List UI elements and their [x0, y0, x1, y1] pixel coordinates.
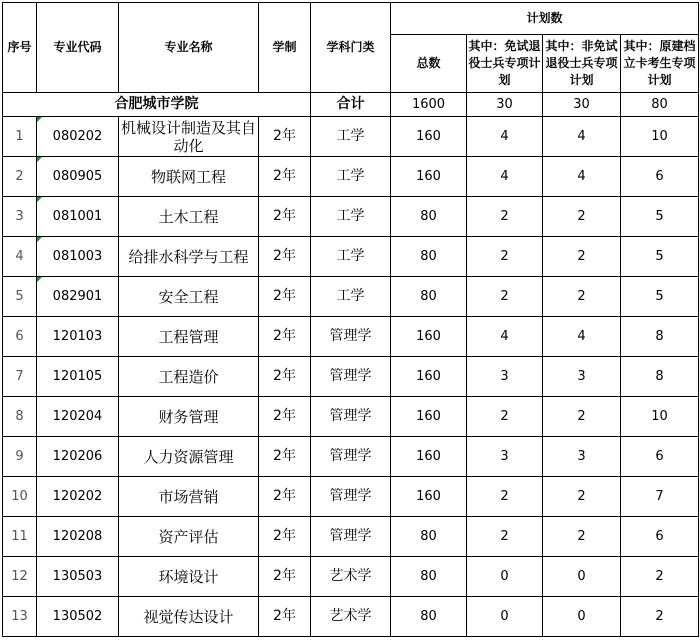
cell-code: 082901: [37, 277, 119, 317]
cell-total: 160: [391, 357, 467, 397]
cell-category: 管理学: [311, 477, 391, 517]
header-plan: 计划数: [391, 3, 699, 35]
cell-veteran-nonexempt: 0: [543, 597, 621, 637]
cell-seq: 5: [3, 277, 37, 317]
cell-total: 160: [391, 117, 467, 157]
cell-name: 环境设计: [119, 557, 259, 597]
cell-veteran-exempt: 2: [467, 397, 543, 437]
cell-category: 管理学: [311, 357, 391, 397]
cell-duration: 2年: [259, 277, 311, 317]
cell-veteran-nonexempt: 4: [543, 317, 621, 357]
cell-veteran-exempt: 4: [467, 117, 543, 157]
cell-category: 工学: [311, 237, 391, 277]
table-row: [3, 197, 699, 237]
cell-code: 080202: [37, 117, 119, 157]
cell-code: 120208: [37, 517, 119, 557]
cell-code: 120105: [37, 357, 119, 397]
cell-seq: 3: [3, 197, 37, 237]
cell-seq: 2: [3, 157, 37, 197]
table-row: [3, 517, 699, 557]
cell-veteran-nonexempt: 4: [543, 157, 621, 197]
cell-veteran-nonexempt: 3: [543, 437, 621, 477]
header-row-top: [3, 3, 699, 35]
cell-seq: 11: [3, 517, 37, 557]
cell-poverty: 5: [621, 197, 699, 237]
cell-duration: 2年: [259, 597, 311, 637]
table-row: [3, 237, 699, 277]
cell-veteran-exempt: 0: [467, 557, 543, 597]
cell-veteran-exempt: 2: [467, 237, 543, 277]
cell-veteran-nonexempt: 2: [543, 477, 621, 517]
cell-veteran-exempt: 4: [467, 157, 543, 197]
cell-poverty: 5: [621, 237, 699, 277]
cell-poverty: 6: [621, 517, 699, 557]
cell-category: 工学: [311, 277, 391, 317]
cell-poverty: 8: [621, 317, 699, 357]
cell-duration: 2年: [259, 197, 311, 237]
cell-veteran-nonexempt: 2: [543, 277, 621, 317]
table-row: [3, 317, 699, 357]
cell-duration: 2年: [259, 397, 311, 437]
summary-poverty: 80: [621, 93, 699, 117]
cell-name: 给排水科学与工程: [119, 237, 259, 277]
cell-name: 资产评估: [119, 517, 259, 557]
cell-name: 人力资源管理: [119, 437, 259, 477]
cell-poverty: 5: [621, 277, 699, 317]
cell-seq: 10: [3, 477, 37, 517]
enrollment-plan-table: [2, 2, 699, 637]
cell-duration: 2年: [259, 357, 311, 397]
cell-code: 130503: [37, 557, 119, 597]
cell-poverty: 6: [621, 157, 699, 197]
cell-name: 工程造价: [119, 357, 259, 397]
cell-seq: 12: [3, 557, 37, 597]
table-row: [3, 437, 699, 477]
table-row: [3, 277, 699, 317]
cell-duration: 2年: [259, 157, 311, 197]
cell-veteran-nonexempt: 4: [543, 117, 621, 157]
cell-veteran-exempt: 2: [467, 277, 543, 317]
cell-duration: 2年: [259, 437, 311, 477]
cell-code: 120202: [37, 477, 119, 517]
cell-duration: 2年: [259, 557, 311, 597]
cell-duration: 2年: [259, 117, 311, 157]
cell-total: 80: [391, 277, 467, 317]
cell-duration: 2年: [259, 517, 311, 557]
cell-seq: 9: [3, 437, 37, 477]
header-name: 专业名称: [119, 3, 259, 93]
cell-category: 艺术学: [311, 557, 391, 597]
cell-code: 120206: [37, 437, 119, 477]
cell-total: 80: [391, 517, 467, 557]
cell-duration: 2年: [259, 317, 311, 357]
cell-name: 土木工程: [119, 197, 259, 237]
header-veteran-nonexempt: 其中：非免试退役士兵专项计划: [543, 35, 621, 93]
cell-category: 管理学: [311, 397, 391, 437]
cell-veteran-exempt: 2: [467, 197, 543, 237]
cell-poverty: 2: [621, 597, 699, 637]
cell-category: 管理学: [311, 437, 391, 477]
cell-seq: 7: [3, 357, 37, 397]
cell-veteran-exempt: 3: [467, 357, 543, 397]
cell-duration: 2年: [259, 477, 311, 517]
cell-category: 艺术学: [311, 597, 391, 637]
cell-code: 081001: [37, 197, 119, 237]
table-row: [3, 117, 699, 157]
school-name: 合肥城市学院: [3, 93, 311, 117]
cell-category: 工学: [311, 117, 391, 157]
table-row: [3, 557, 699, 597]
summary-row: [3, 93, 699, 117]
cell-total: 80: [391, 557, 467, 597]
cell-total: 80: [391, 237, 467, 277]
cell-poverty: 2: [621, 557, 699, 597]
cell-poverty: 10: [621, 117, 699, 157]
cell-code: 130502: [37, 597, 119, 637]
header-total: 总数: [391, 35, 467, 93]
summary-veteran-exempt: 30: [467, 93, 543, 117]
table-row: [3, 397, 699, 437]
cell-veteran-exempt: 4: [467, 317, 543, 357]
cell-category: 工学: [311, 157, 391, 197]
cell-name: 机械设计制造及其自动化: [119, 117, 259, 157]
cell-veteran-exempt: 2: [467, 477, 543, 517]
cell-veteran-exempt: 0: [467, 597, 543, 637]
cell-total: 80: [391, 197, 467, 237]
cell-veteran-nonexempt: 2: [543, 517, 621, 557]
cell-seq: 4: [3, 237, 37, 277]
cell-name: 视觉传达设计: [119, 597, 259, 637]
cell-total: 160: [391, 437, 467, 477]
cell-veteran-nonexempt: 2: [543, 237, 621, 277]
header-code: 专业代码: [37, 3, 119, 93]
cell-category: 工学: [311, 197, 391, 237]
cell-category: 管理学: [311, 517, 391, 557]
cell-name: 财务管理: [119, 397, 259, 437]
cell-total: 160: [391, 157, 467, 197]
cell-seq: 13: [3, 597, 37, 637]
cell-veteran-nonexempt: 2: [543, 397, 621, 437]
cell-code: 120103: [37, 317, 119, 357]
cell-seq: 6: [3, 317, 37, 357]
table-row: [3, 477, 699, 517]
cell-veteran-nonexempt: 2: [543, 197, 621, 237]
cell-poverty: 10: [621, 397, 699, 437]
summary-veteran-nonexempt: 30: [543, 93, 621, 117]
cell-total: 160: [391, 477, 467, 517]
summary-label: 合计: [311, 93, 391, 117]
cell-name: 市场营销: [119, 477, 259, 517]
header-duration: 学制: [259, 3, 311, 93]
cell-veteran-exempt: 2: [467, 517, 543, 557]
header-poverty: 其中：原建档立卡考生专项计划: [621, 35, 699, 93]
header-veteran-exempt: 其中：免试退役士兵专项计划: [467, 35, 543, 93]
cell-code: 080905: [37, 157, 119, 197]
cell-seq: 1: [3, 117, 37, 157]
cell-code: 081003: [37, 237, 119, 277]
cell-category: 管理学: [311, 317, 391, 357]
header-category: 学科门类: [311, 3, 391, 93]
cell-poverty: 8: [621, 357, 699, 397]
cell-veteran-nonexempt: 3: [543, 357, 621, 397]
cell-veteran-exempt: 3: [467, 437, 543, 477]
cell-name: 工程管理: [119, 317, 259, 357]
cell-seq: 8: [3, 397, 37, 437]
cell-name: 安全工程: [119, 277, 259, 317]
cell-poverty: 6: [621, 437, 699, 477]
table-row: [3, 357, 699, 397]
table-row: [3, 157, 699, 197]
table-row: [3, 597, 699, 637]
cell-poverty: 7: [621, 477, 699, 517]
cell-total: 160: [391, 317, 467, 357]
cell-veteran-nonexempt: 0: [543, 557, 621, 597]
cell-total: 80: [391, 597, 467, 637]
header-seq: 序号: [3, 3, 37, 93]
summary-total: 1600: [391, 93, 467, 117]
cell-name: 物联网工程: [119, 157, 259, 197]
cell-code: 120204: [37, 397, 119, 437]
cell-duration: 2年: [259, 237, 311, 277]
cell-total: 160: [391, 397, 467, 437]
